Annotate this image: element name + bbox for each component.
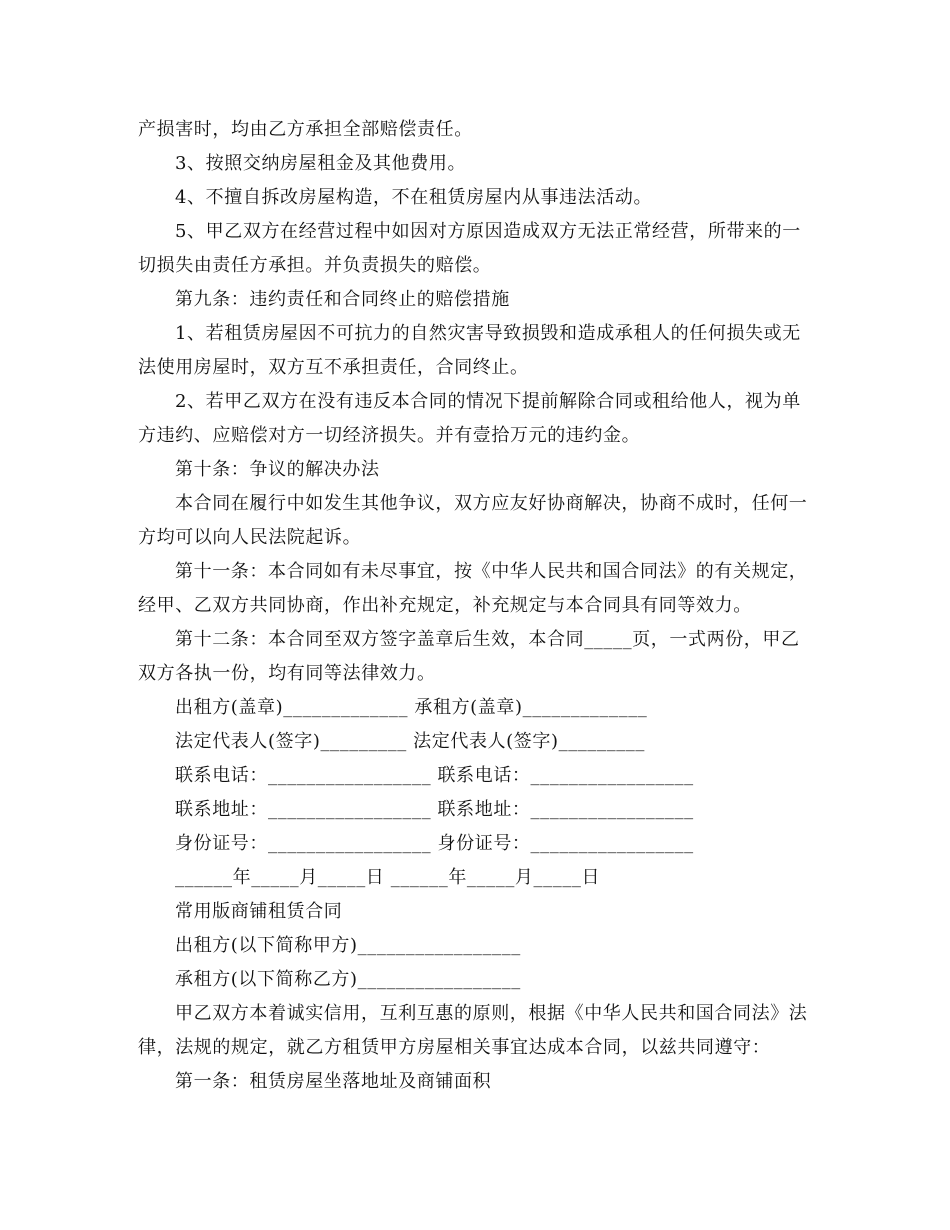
text-line: 3、按照交纳房屋租金及其他费用。 (175, 153, 467, 174)
document-title: 常用版商铺租赁合同 (175, 901, 343, 922)
text-line: 5、甲乙双方在经营过程中如因对方原因造成双方无法正常经营，所带来的一 (175, 221, 801, 242)
text-line: 法使用房屋时，双方互不承担责任，合同终止。 (138, 357, 529, 378)
section-heading: 第十条：争议的解决办法 (175, 459, 380, 480)
section-heading: 第九条：违约责任和合同终止的赔偿措施 (175, 289, 510, 310)
signature-row: 法定代表人(签字)_________ 法定代表人(签字)_________ (175, 731, 646, 752)
text-line: 律，法规的规定，就乙方租赁甲方房屋相关事宜达成本合同，以兹共同遵守： (138, 1037, 771, 1058)
text-line: 经甲、乙双方共同协商，作出补充规定，补充规定与本合同具有同等效力。 (138, 595, 752, 616)
text-line: 双方各执一份，均有同等法律效力。 (138, 663, 436, 684)
text-line: 2、若甲乙双方在没有违反本合同的情况下提前解除合同或租给他人，视为单 (175, 391, 801, 412)
section-heading: 第一条：租赁房屋坐落地址及商铺面积 (175, 1071, 492, 1092)
party-line: 承租方(以下简称乙方)_________________ (175, 969, 521, 990)
signature-row: 联系地址：_________________ 联系地址：_________________ (175, 799, 694, 820)
text-line: 第十二条：本合同至双方签字盖章后生效，本合同_____页，一式两份，甲乙 (175, 629, 800, 650)
text-line: 甲乙双方本着诚实信用，互利互惠的原则，根据《中华人民共和国合同法》法 (175, 1003, 808, 1024)
text-line: 第十一条：本合同如有未尽事宜，按《中华人民共和国合同法》的有关规定， (175, 561, 808, 582)
party-line: 出租方(以下简称甲方)_________________ (175, 935, 521, 956)
text-line: 产损害时，均由乙方承担全部赔偿责任。 (138, 119, 473, 140)
text-line: 4、不擅自拆改房屋构造，不在租赁房屋内从事违法活动。 (175, 187, 653, 208)
signature-row: 身份证号：_________________ 身份证号：_________________ (175, 833, 694, 854)
signature-row: 出租方(盖章)_____________ 承租方(盖章)_____________ (175, 697, 648, 718)
text-line: 方均可以向人民法院起诉。 (138, 527, 362, 548)
text-line: 切损失由责任方承担。并负责损失的赔偿。 (138, 255, 492, 276)
text-line: 本合同在履行中如发生其他争议，双方应友好协商解决，协商不成时，任何一 (175, 493, 808, 514)
text-line: 方违约、应赔偿对方一切经济损失。并有壹拾万元的违约金。 (138, 425, 641, 446)
date-row: ______年_____月_____日 ______年_____月_____日 (175, 867, 601, 888)
text-line: 1、若租赁房屋因不可抗力的自然灾害导致损毁和造成承租人的任何损失或无 (175, 323, 801, 344)
signature-row: 联系电话：_________________ 联系电话：_________________ (175, 765, 694, 786)
